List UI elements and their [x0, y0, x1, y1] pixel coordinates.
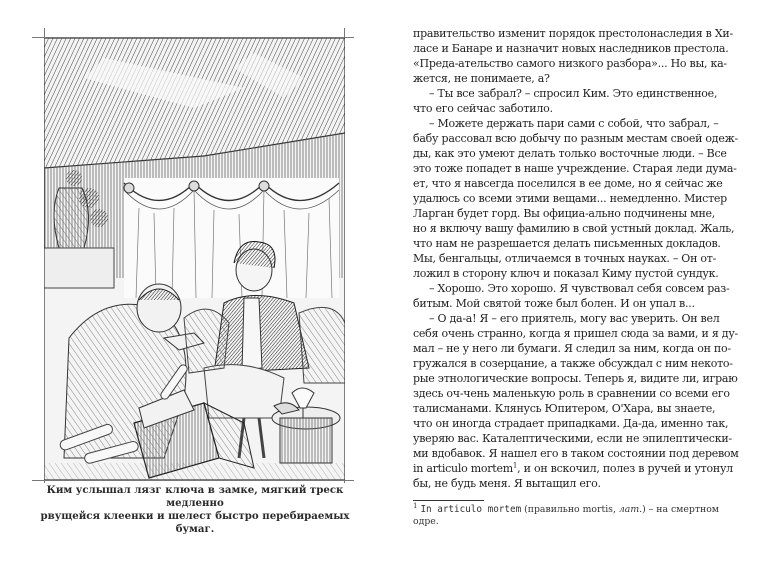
text-line: «Преда-ательство самого низкого разбора»... Но вы, ка- [413, 57, 727, 70]
text-line: Ларган будет горд. Вы официа-ально подчинены мне, [413, 207, 716, 220]
text-line: удалюсь со всеми этими вещами... немедленно. Мистер [413, 192, 727, 205]
crop-mark-bottom [32, 480, 354, 481]
text-line: – Можете держать пари сами с собой, что забрал, – [429, 117, 719, 130]
text-line: – О да-а! Я – его приятель, могу вас уверить. Он вел [429, 312, 720, 325]
text-line: правительство изменит порядок престолонаследия в Хи- [413, 27, 733, 40]
text-line: ми вдобавок. Я нашел его в таком состоянии под деревом [413, 447, 739, 460]
text-line-with-footnote [413, 461, 763, 476]
text-line: Мы, бенгальцы, отличаемся в точных науках. – Он от- [413, 252, 717, 265]
curtains [124, 178, 339, 298]
text-fragment: , и он вскочил, полез в ручей и утонул [517, 462, 733, 475]
footnote-text: одре. [413, 516, 439, 527]
text-line: что его сейчас заботило. [413, 102, 553, 115]
footnote-lang: лат. [618, 504, 643, 515]
text-line: здесь оч-чень маленькую роль в сравнении со всеми его [413, 387, 730, 400]
text-line: ласе и Банаре и назначит новых наследников престола. [413, 42, 729, 55]
footnote [413, 501, 763, 528]
text-line: рые этнологические вопросы. Теперь я, видите ли, играю [413, 372, 738, 385]
text-line: талисманами. Клянусь Юпитером, О'Хара, вы знаете, [413, 402, 716, 415]
footnote-ref[interactable]: 1 [512, 461, 518, 470]
right-page-flow [413, 26, 763, 528]
text-line: но я включу вашу фамилию в свой устный доклад. Жаль, [413, 222, 735, 235]
text-line: ет, что я навсегда поселился в ее доме, но я сейчас же [413, 177, 723, 190]
text-line: ложил в сторону ключ и показал Киму пустой сундук. [413, 267, 719, 280]
text-line: что он иногда страдает припадками. Да-да, именно так, [413, 417, 729, 430]
text-line: гружался в созерцание, а также обсуждал с ним некото- [413, 357, 733, 370]
footnote-text: ) – на смертном [642, 504, 720, 515]
illustration-caption [30, 484, 360, 536]
text-line: – Ты все забрал? – спросил Ким. Это единственное, [429, 87, 718, 100]
footnote-marker: 1 [413, 501, 418, 510]
footnote-term: In articulo mortem [420, 504, 522, 515]
caption-line: рвущейся клеенки и шелест быстро перебираемых бумаг. [40, 510, 350, 535]
text-line: что нам не разрешается делать письменных докладов. [413, 237, 721, 250]
text-line: себя очень странно, когда я пришел сюда за вами, и я ду- [413, 327, 739, 340]
text-line: уверяю вас. Каталептическими, если не эпилептически- [413, 432, 732, 445]
text-line: бабу рассовал всю добычу по разным местам своей одеж- [413, 132, 738, 145]
text-line: битым. Мой святой тоже был болен. И он упал в... [413, 297, 695, 310]
side-table [44, 248, 114, 288]
text-line: жется, не понимаете, а? [413, 72, 550, 85]
illustration [44, 38, 345, 480]
latin-phrase: in articulo mortem [413, 462, 513, 475]
right-page [385, 0, 770, 573]
footnote-text: (правильно mortis, [521, 504, 619, 515]
text-line: бы, не будь меня. Я вытащил его. [413, 477, 601, 490]
text-line: ды, как это умеют делать только восточные люди. – Все [413, 147, 727, 160]
footnote-separator [413, 500, 484, 501]
body-text [413, 26, 763, 491]
text-line: это тоже попадет в наше учреждение. Старая леди дума- [413, 162, 737, 175]
text-line: мал – не у него ли бумаги. Я следил за ним, когда он по- [413, 342, 731, 355]
caption-line: Ким услышал лязг ключа в замке, мягкий треск медленно [46, 484, 344, 509]
illustration-drawing [44, 38, 345, 480]
text-line: – Хорошо. Это хорошо. Я чувствовал себя совсем раз- [429, 282, 730, 295]
